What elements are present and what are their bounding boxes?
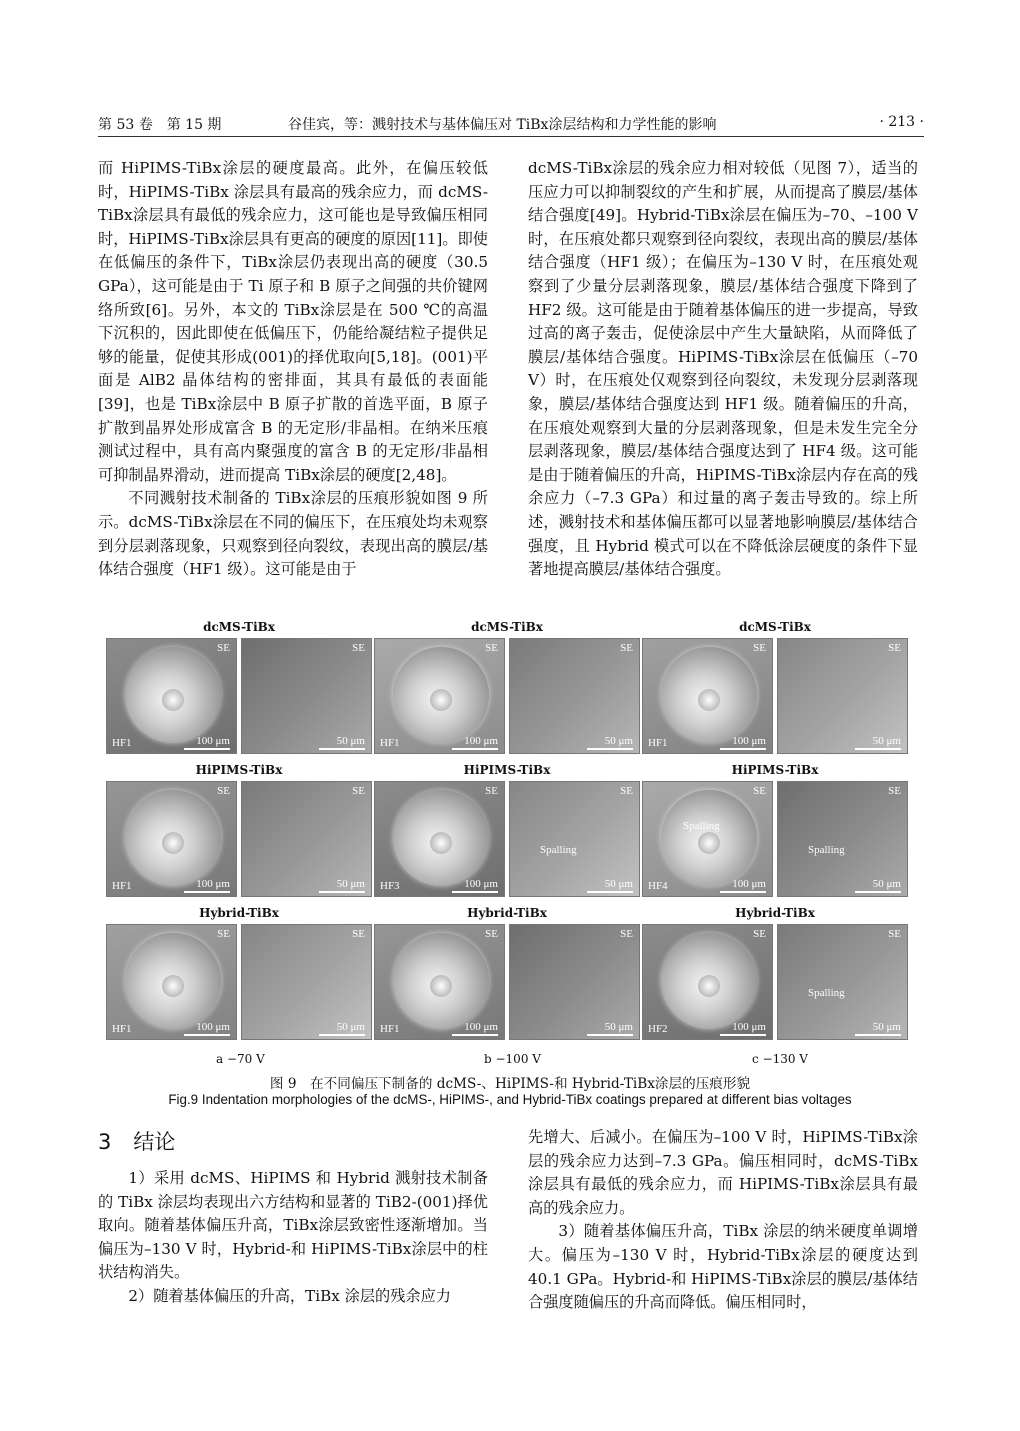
indentation-crater (125, 933, 221, 1029)
scale-label: 100 μm (732, 735, 766, 747)
figure-column (642, 620, 908, 1070)
section-number: 3 (98, 1130, 112, 1154)
sem-detail-image (241, 924, 372, 1040)
scale-bar (184, 891, 230, 893)
scale-bar (720, 891, 766, 893)
scale-label: 50 μm (872, 1021, 901, 1033)
figure-caption-en: Fig.9 Indentation morphologies of the dcMS-, HiPIMS-, and Hybrid-TiBx coatings prepared at different bias voltages (168, 1092, 852, 1107)
sem-overview-image (106, 924, 237, 1040)
sem-detail-image (509, 924, 640, 1040)
panel-title: HiPIMS-TiBx (463, 763, 551, 777)
paragraph: 3）随着基体偏压升高，TiBx 涂层的纳米硬度单调增大。偏压为–130 V 时，Hybrid-TiBx涂层的硬度达到 40.1 GPa。Hybrid-和 HiPIMS-TiBx涂层的膜层/基体结合强度随偏压的升高而降低。偏压相同时， (528, 1222, 918, 1312)
page-number: · 213 · (879, 114, 924, 130)
scale-bar (319, 748, 365, 750)
scale-bar (184, 1034, 230, 1036)
sem-detail-image (241, 781, 372, 897)
sem-detail-image (509, 781, 640, 897)
scale-bar (452, 748, 498, 750)
se-label: SE (485, 928, 498, 940)
scale-bar (452, 1034, 498, 1036)
hf-grade-label: HF3 (380, 880, 400, 892)
scale-label: 100 μm (732, 1021, 766, 1033)
scale-label: 50 μm (336, 878, 365, 890)
sem-overview-image (642, 638, 773, 754)
se-label: SE (888, 928, 901, 940)
section-title: 结论 (133, 1130, 176, 1154)
scale-label: 100 μm (464, 1021, 498, 1033)
scale-bar (587, 748, 633, 750)
scale-bar (319, 1034, 365, 1036)
scale-bar (720, 748, 766, 750)
sem-detail-image (777, 781, 908, 897)
hf-grade-label: HF1 (380, 737, 400, 749)
sem-overview-image (642, 924, 773, 1040)
scale-bar (587, 1034, 633, 1036)
se-label: SE (217, 928, 230, 940)
sem-detail-image (777, 638, 908, 754)
section-heading (98, 1126, 197, 1156)
scale-bar (587, 891, 633, 893)
spalling-label: Spalling (808, 844, 845, 856)
scale-label: 100 μm (732, 878, 766, 890)
figure-column (106, 620, 372, 1070)
se-label: SE (753, 785, 766, 797)
sem-detail-image (241, 638, 372, 754)
scale-bar (855, 748, 901, 750)
spalling-label: Spalling (540, 844, 577, 856)
hf-grade-label: HF1 (112, 737, 132, 749)
bias-label: a −70 V (216, 1052, 265, 1066)
scale-label: 50 μm (604, 878, 633, 890)
conclusion-column-right (528, 1126, 918, 1315)
panel-title: dcMS-TiBx (203, 620, 275, 634)
scale-label: 100 μm (196, 878, 230, 890)
indentation-crater (661, 933, 757, 1029)
paragraph: 2）随着基体偏压的升高，TiBx 涂层的残余应力 (128, 1286, 451, 1305)
scale-label: 100 μm (196, 735, 230, 747)
indentation-crater (393, 933, 489, 1029)
body-column-left (98, 157, 488, 582)
se-label: SE (620, 928, 633, 940)
scale-bar (720, 1034, 766, 1036)
se-label: SE (620, 785, 633, 797)
panel-title: Hybrid-TiBx (199, 906, 279, 920)
figure-9 (106, 620, 918, 1066)
se-label: SE (352, 928, 365, 940)
scale-label: 50 μm (336, 1021, 365, 1033)
indentation-crater (125, 647, 221, 743)
se-label: SE (217, 785, 230, 797)
sem-overview-image (106, 781, 237, 897)
scale-bar (319, 891, 365, 893)
scale-bar (184, 748, 230, 750)
scale-label: 50 μm (336, 735, 365, 747)
scale-label: 50 μm (872, 878, 901, 890)
indentation-crater (661, 790, 757, 886)
figure-column (374, 620, 640, 1070)
indentation-crater (125, 790, 221, 886)
panel-title: dcMS-TiBx (471, 620, 543, 634)
paragraph: dcMS-TiBx涂层的残余应力相对较低（见图 7），适当的压应力可以抑制裂纹的产生和扩展，从而提高了膜层/基体结合强度[49]。Hybrid-TiBx涂层在偏压为–70、–100 V 时，在压痕处都只观察到径向裂纹，表现出高的膜层/基体结合强度（HF1 级）；在偏压为–130 V 时，在压痕处观察到了少量分层剥落现象，膜层/基体结合强度下降到了 HF2 级。这可能是由于随着基体偏压的进一步提高，导致过高的离子轰击，促使涂层中产生大量缺陷，从而降低了膜层/基体结合强度。HiPIMS-TiBx涂层在低偏压（–70 V）时，在压痕处仅观察到径向裂纹，未发现分层剥落现象，膜层/基体结合强度达到 HF1 级。随着偏压的升高，在压痕处观察到大量的分层剥落现象，但是未发生完全分层剥落现象，膜层/基体结合强度达到了 HF4 级。这可能是由于随着偏压的升高，HiPIMS-TiBx涂层内存在高的残余应力（–7.3 GPa）和过量的离子轰击导致的。综上所述，溅射技术和基体偏压都可以显著地影响膜层/基体结合强度，且 Hybrid 模式可以在不降低涂层硬度的条件下显著地提高膜层/基体结合强度。 (528, 159, 918, 579)
panel-title: HiPIMS-TiBx (731, 763, 819, 777)
scale-label: 50 μm (872, 735, 901, 747)
running-header (98, 112, 924, 137)
scale-label: 50 μm (604, 735, 633, 747)
hf-grade-label: HF1 (380, 1023, 400, 1035)
scale-bar (452, 891, 498, 893)
panel-title: Hybrid-TiBx (467, 906, 547, 920)
se-label: SE (352, 785, 365, 797)
hf-grade-label: HF2 (648, 1023, 668, 1035)
indentation-crater (393, 790, 489, 886)
se-label: SE (217, 642, 230, 654)
sem-overview-image (374, 924, 505, 1040)
se-label: SE (485, 642, 498, 654)
scale-bar (855, 891, 901, 893)
sem-overview-image (106, 638, 237, 754)
indentation-crater (661, 647, 757, 743)
se-label: SE (888, 642, 901, 654)
se-label: SE (753, 642, 766, 654)
sem-overview-image (374, 638, 505, 754)
scale-label: 100 μm (464, 735, 498, 747)
sem-detail-image (777, 924, 908, 1040)
indentation-crater (393, 647, 489, 743)
scale-label: 100 μm (196, 1021, 230, 1033)
paragraph: 不同溅射技术制备的 TiBx涂层的压痕形貌如图 9 所示。dcMS-TiBx涂层在不同的偏压下，在压痕处均未观察到分层剥落现象，只观察到径向裂纹，表现出高的膜层/基体结合强度（HF1 级）。这可能是由于 (98, 489, 488, 579)
bias-label: c −130 V (752, 1052, 808, 1066)
hf-grade-label: HF1 (112, 1023, 132, 1035)
scale-label: 100 μm (464, 878, 498, 890)
scale-bar (855, 1034, 901, 1036)
bias-label: b −100 V (484, 1052, 541, 1066)
conclusion-column-left (98, 1167, 488, 1309)
se-label: SE (753, 928, 766, 940)
sem-overview-image (642, 781, 773, 897)
paragraph: 而 HiPIMS-TiBx涂层的硬度最高。此外，在偏压较低时，HiPIMS-TiBx 涂层具有最高的残余应力，而 dcMS-TiBx涂层具有最低的残余应力，这可能也是导致偏压相同时，HiPIMS-TiBx涂层具有更高的硬度的原因[11]。即使在低偏压的条件下，TiBx涂层仍表现出高的硬度（30.5 GPa），这可能是由于 Ti 原子和 B 原子之间强的共价键网络所致[6]。另外，本文的 TiBx涂层是在 500 ℃的高温下沉积的，因此即使在低偏压下，仍能给凝结粒子提供足够的能量，促使其形成(001)的择优取向[5,18]。(001)平面是 AlB2 晶体结构的密排面，其具有最低的表面能[39]，也是 TiBx涂层中 B 原子扩散的首选平面，B 原子扩散到晶界处形成富含 B 的无定形/非晶相。在纳米压痕测试过程中，具有高内聚强度的富含 B 的无定形/非晶相可抑制晶界滑动，进而提高 TiBx涂层的硬度[2,48]。 (98, 159, 488, 484)
scale-label: 50 μm (604, 1021, 633, 1033)
se-label: SE (620, 642, 633, 654)
article-title-header: 谷佳宾，等：溅射技术与基体偏压对 TiBx涂层结构和力学性能的影响 (288, 117, 717, 133)
paragraph: 1）采用 dcMS、HiPIMS 和 Hybrid 溅射技术制备的 TiBx 涂层均表现出六方结构和显著的 TiB2-(001)择优取向。随着基体偏压升高，TiBx涂层致密性逐渐增加。当偏压为–130 V 时，Hybrid-和 HiPIMS-TiBx涂层中的柱状结构消失。 (98, 1169, 488, 1282)
paragraph: 先增大、后减小。在偏压为–100 V 时，HiPIMS-TiBx涂层的残余应力达到–7.3 GPa。偏压相同时，dcMS-TiBx涂层具有最低的残余应力，而 HiPIMS-TiBx涂层具有最高的残余应力。 (528, 1128, 918, 1217)
sem-overview-image (374, 781, 505, 897)
sem-detail-image (509, 638, 640, 754)
panel-title: dcMS-TiBx (739, 620, 811, 634)
se-label: SE (888, 785, 901, 797)
hf-grade-label: HF4 (648, 880, 668, 892)
hf-grade-label: HF1 (648, 737, 668, 749)
panel-title: HiPIMS-TiBx (195, 763, 283, 777)
hf-grade-label: HF1 (112, 880, 132, 892)
body-column-right (528, 157, 918, 582)
se-label: SE (352, 642, 365, 654)
figure-caption-cn: 图 9 在不同偏压下制备的 dcMS-、HiPIMS-和 Hybrid-TiBx涂层的压痕形貌 (269, 1076, 751, 1092)
spalling-label: Spalling (808, 987, 845, 999)
se-label: SE (485, 785, 498, 797)
panel-title: Hybrid-TiBx (735, 906, 815, 920)
spalling-label: Spalling (683, 820, 720, 832)
volume-issue: 第 53 卷 第 15 期 (98, 117, 222, 133)
